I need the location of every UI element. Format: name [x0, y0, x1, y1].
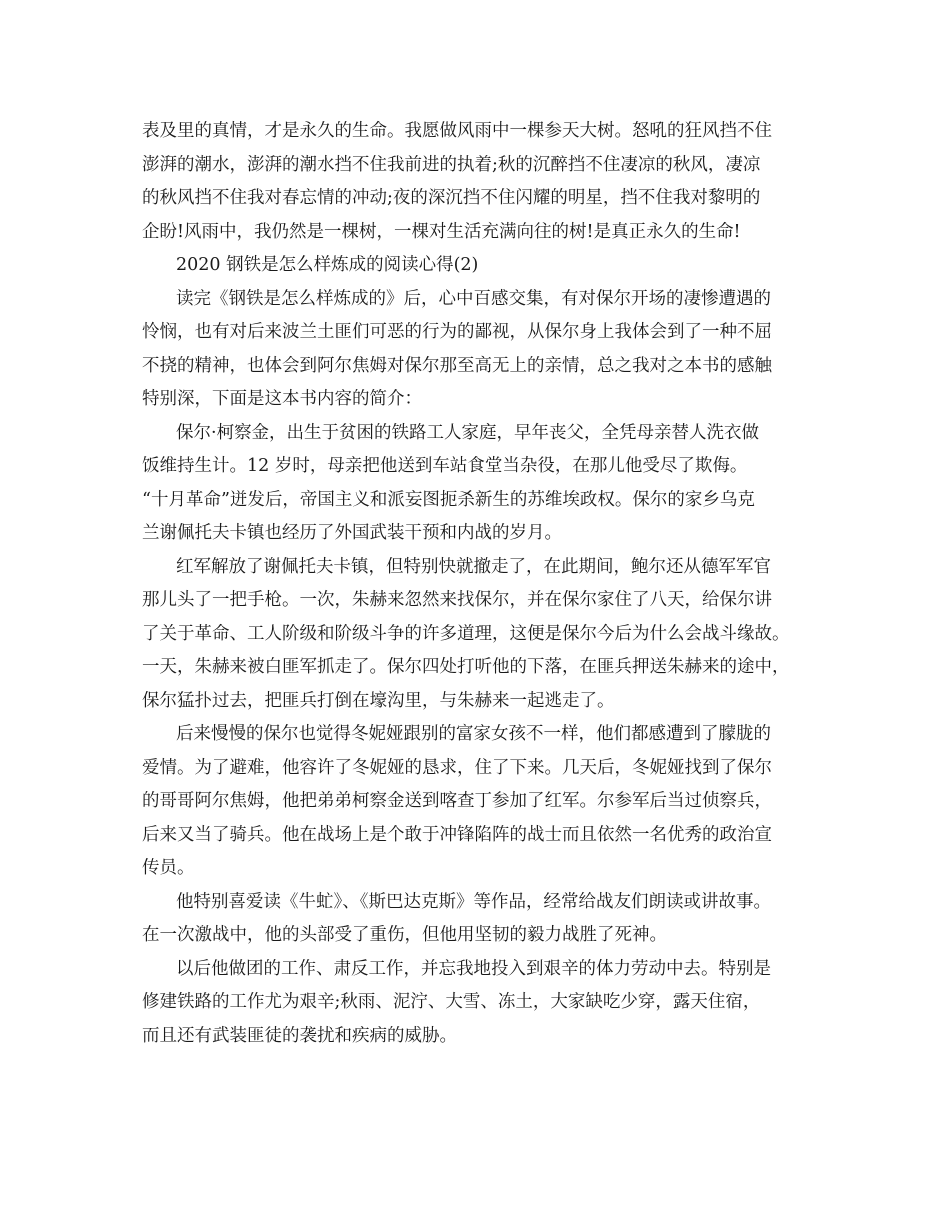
text-line: 修建铁路的工作尤为艰辛;秋雨、泥泞、大雪、冻土，大家缺吃少穿，露天住宿，: [142, 992, 761, 1012]
text-line: 兰谢佩托夫卡镇也经历了外国武装干预和内战的岁月。: [142, 523, 562, 543]
text-line: 了关于革命、工人阶级和阶级斗争的许多道理，这便是保尔今后为什么会战斗缘故。: [142, 623, 790, 644]
section-heading: 2020 钢铁是怎么样炼成的阅读心得(2): [176, 255, 479, 275]
text-line: 饭维持生计。12 岁时，母亲把他送到车站食堂当杂役，在那儿他受尽了欺侮。: [142, 456, 748, 476]
text-line: 的秋风挡不住我对春忘情的冲动;夜的深沉挡不住闪耀的明星，挡不住我对黎明的: [142, 188, 761, 208]
text-line: 在一次激战中，他的头部受了重伤，但他用坚韧的毅力战胜了死神。: [142, 925, 667, 945]
document-body: [142, 115, 822, 1053]
text-line: 后来慢慢的保尔也觉得冬妮娅跟别的富家女孩不一样，他们都感遭到了朦胧的: [176, 724, 771, 744]
text-line: 的哥哥阿尔焦姆，他把弟弟柯察金送到喀查丁参加了红军。尔参军后当过侦察兵，: [142, 791, 772, 811]
text-line: 保尔·柯察金，出生于贫困的铁路工人家庭，早年丧父，全凭母亲替人洗衣做: [176, 422, 760, 443]
text-line: 读完《钢铁是怎么样炼成的》后，心中百感交集，有对保尔开场的凄惨遭遇的: [176, 288, 771, 309]
text-line: 不挠的精神，也体会到阿尔焦姆对保尔那至高无上的亲情，总之我对之本书的感触: [142, 355, 772, 376]
text-line: 传员。: [142, 858, 195, 878]
text-line: 特别深，下面是这本书内容的简介：: [142, 389, 422, 409]
text-line: 企盼!风雨中，我仍然是一棵树，一棵对生活充满向往的树!是真正永久的生命!: [142, 221, 741, 242]
text-line: “十月革命”迸发后，帝国主义和派妄图扼杀新生的苏维埃政权。保尔的家乡乌克: [142, 489, 755, 510]
text-line: 一天，朱赫来被白匪军抓走了。保尔四处打听他的下落，在匪兵押送朱赫来的途中，: [142, 657, 790, 677]
text-line: 而且还有武装匪徒的袭扰和疾病的威胁。: [142, 1025, 457, 1046]
text-line: 以后他做团的工作、肃反工作，并忘我地投入到艰辛的体力劳动中去。特别是: [176, 958, 771, 979]
text-line: 保尔猛扑过去，把匪兵打倒在壕沟里，与朱赫来一起逃走了。: [142, 690, 615, 711]
text-line: 澎湃的潮水，澎湃的潮水挡不住我前进的执着;秋的沉醉挡不住凄凉的秋风，凄凉: [142, 154, 761, 175]
text-line: 表及里的真情，才是永久的生命。我愿做风雨中一棵参天大树。怒吼的狂风挡不住: [142, 121, 772, 141]
text-line: 爱情。为了避难，他容许了冬妮娅的恳求，住了下来。几天后，冬妮娅找到了保尔: [142, 757, 772, 778]
text-line: 后来又当了骑兵。他在战场上是个敢于冲锋陷阵的战士而且依然一名优秀的政治宣: [142, 824, 772, 845]
text-line: 那儿头了一把手枪。一次，朱赫来忽然来找保尔，并在保尔家住了八天，给保尔讲: [142, 590, 772, 610]
text-line: 红军解放了谢佩托夫卡镇，但特别快就撤走了，在此期间，鲍尔还从德军军官: [176, 556, 771, 577]
text-line: 怜悯，也有对后来波兰土匪们可恶的行为的鄙视，从保尔身上我体会到了一种不屈: [142, 322, 772, 342]
text-line: 他特别喜爱读《牛虻》、《斯巴达克斯》等作品，经常给战友们朗读或讲故事。: [176, 891, 771, 912]
